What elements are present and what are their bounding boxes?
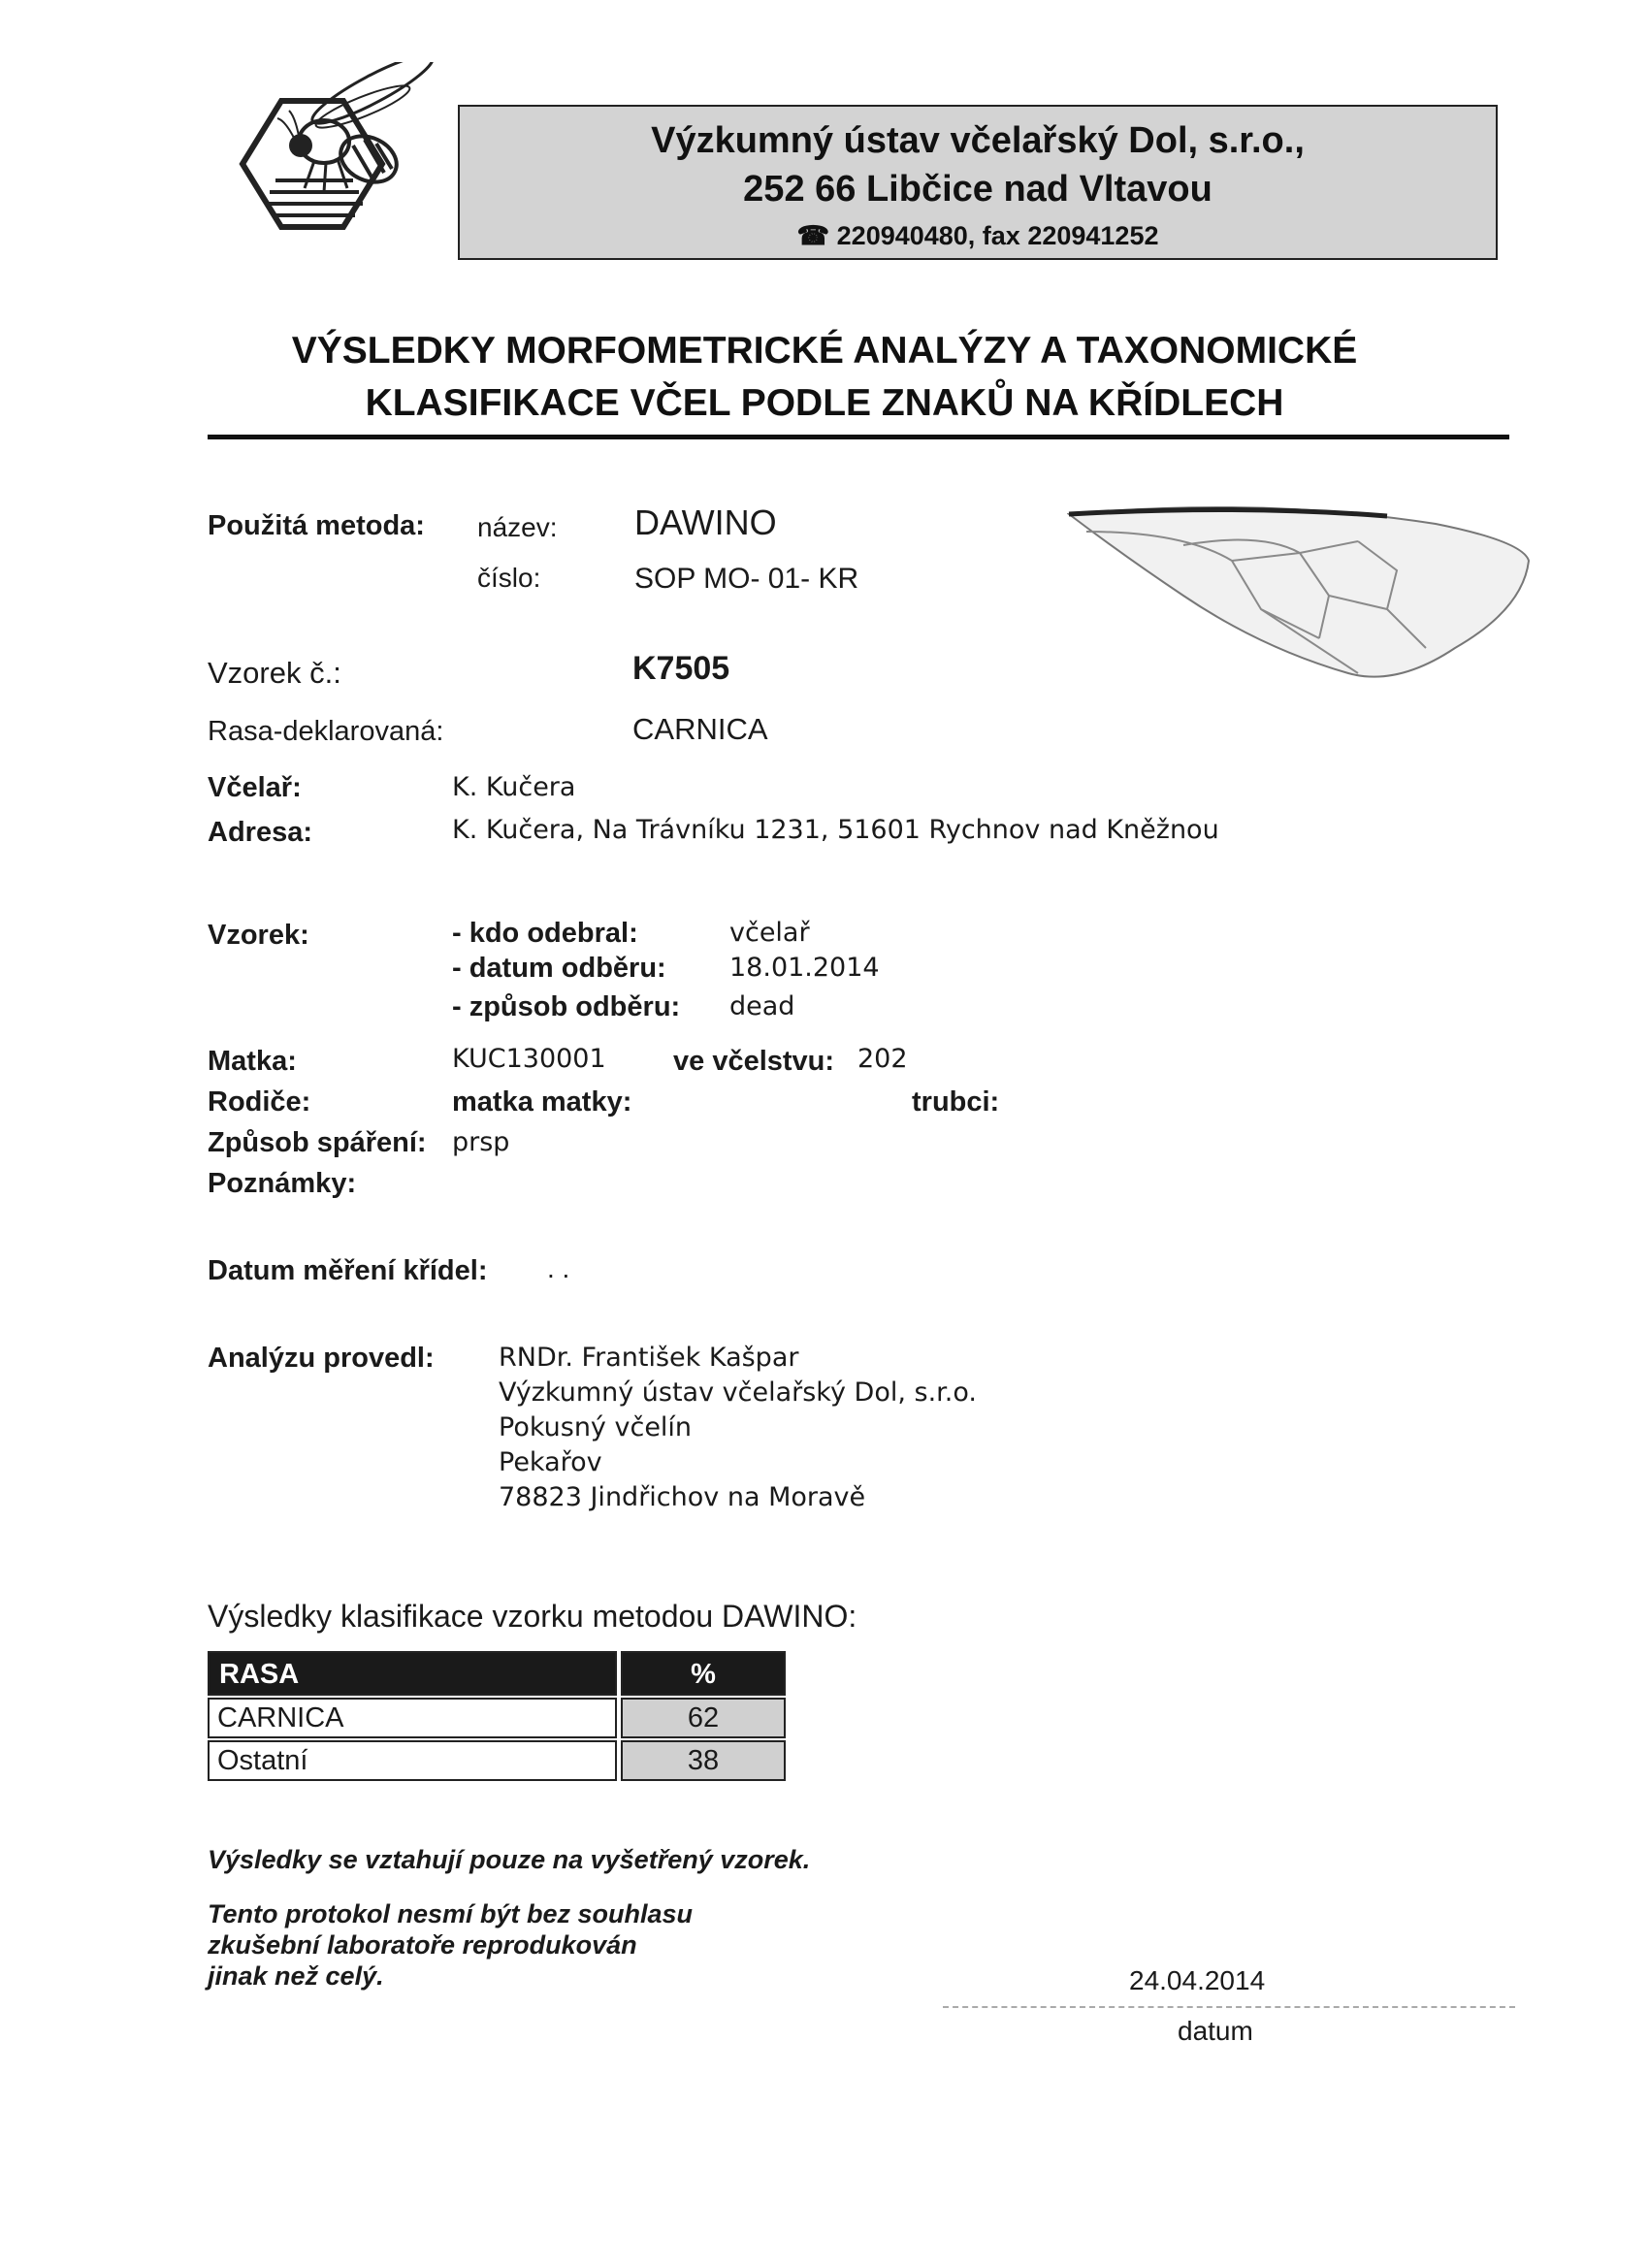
sample-number-label: Vzorek č.: — [208, 656, 341, 690]
colony-label: ve včelstvu: — [673, 1046, 835, 1077]
mating-value: prsp — [452, 1127, 510, 1157]
analysis-line: RNDr. František Kašpar — [499, 1343, 799, 1373]
drones-label: trubci: — [912, 1086, 1000, 1118]
collection-date-label: - datum odběru: — [452, 953, 666, 984]
declared-race-label: Rasa-deklarovaná: — [208, 716, 444, 747]
institute-header-box — [458, 105, 1498, 260]
declared-race-value: CARNICA — [632, 712, 768, 746]
document-title-line1: VÝSLEDKY MORFOMETRICKÉ ANALÝZY A TAXONOMICKÉ — [291, 330, 1358, 372]
queen-value: KUC130001 — [452, 1044, 606, 1074]
institute-bee-logo — [227, 62, 450, 266]
sample-number-value: K7505 — [632, 650, 730, 687]
institute-phone-line — [460, 221, 1496, 251]
institute-address: 252 66 Libčice nad Vltavou — [743, 169, 1212, 210]
title-divider — [208, 435, 1509, 439]
analysis-line: 78823 Jindřichov na Moravě — [499, 1482, 866, 1512]
analysis-by-label: Analýzu provedl: — [208, 1343, 435, 1374]
address-value: K. Kučera, Na Trávníku 1231, 51601 Rychnov nad Kněžnou — [452, 815, 1219, 845]
issue-date-label: datum — [1178, 2016, 1253, 2046]
method-name-label: název: — [477, 512, 558, 542]
reproduction-note-line: Tento protokol nesmí být bez souhlasu — [208, 1899, 694, 1928]
table-cell-percent: 62 — [621, 1698, 786, 1738]
beekeeper-value: K. Kučera — [452, 772, 576, 802]
institute-name: Výzkumný ústav včelařský Dol, s.r.o., — [651, 120, 1305, 161]
scope-note: Výsledky se vztahují pouze na vyšetřený vzorek. — [208, 1845, 811, 1874]
colony-value: 202 — [857, 1044, 908, 1074]
measurement-date-value: . . — [547, 1253, 570, 1283]
table-header-race: RASA — [208, 1651, 617, 1696]
table-cell-race: Ostatní — [208, 1740, 617, 1781]
collection-date-value: 18.01.2014 — [729, 953, 880, 983]
method-number-label: číslo: — [477, 563, 541, 593]
collection-label: Vzorek: — [208, 920, 309, 951]
collected-by-value: včelař — [729, 918, 810, 948]
method-name-value: DAWINO — [634, 502, 777, 542]
institute-phone: 220940480, fax 220941252 — [836, 221, 1159, 250]
collection-method-value: dead — [729, 991, 795, 1021]
reproduction-note-line: zkušební laboratoře reprodukován — [208, 1930, 637, 1960]
analysis-line: Pokusný včelín — [499, 1412, 693, 1442]
mother-of-queen-label: matka matky: — [452, 1086, 632, 1118]
table-header-percent: % — [621, 1651, 786, 1696]
reproduction-note-line: jinak než celý. — [208, 1961, 384, 1991]
method-label: Použitá metoda: — [208, 510, 425, 541]
notes-label: Poznámky: — [208, 1168, 357, 1199]
table-cell-race: CARNICA — [208, 1698, 617, 1738]
issue-date-value: 24.04.2014 — [1129, 1965, 1266, 1995]
collected-by-label: - kdo odebral: — [452, 918, 638, 949]
results-heading: Výsledky klasifikace vzorku metodou DAWINO: — [208, 1599, 857, 1634]
analysis-line: Pekařov — [499, 1447, 602, 1477]
telephone-icon: ☎ — [796, 221, 830, 250]
mating-label: Způsob spáření: — [208, 1127, 427, 1158]
beekeeper-label: Včelař: — [208, 772, 302, 803]
table-cell-percent: 38 — [621, 1740, 786, 1781]
collection-method-label: - způsob odběru: — [452, 991, 681, 1022]
queen-label: Matka: — [208, 1046, 297, 1077]
address-label: Adresa: — [208, 817, 312, 848]
signature-dashed-line — [943, 2006, 1515, 2008]
method-number-value: SOP MO- 01- KR — [634, 563, 859, 595]
analysis-line: Výzkumný ústav včelařský Dol, s.r.o. — [499, 1377, 978, 1408]
document-title-line2: KLASIFIKACE VČEL PODLE ZNAKŮ NA KŘÍDLECH — [365, 382, 1284, 424]
measurement-date-label: Datum měření křídel: — [208, 1255, 488, 1286]
bee-wing-image — [1067, 502, 1533, 697]
parents-label: Rodiče: — [208, 1086, 311, 1118]
